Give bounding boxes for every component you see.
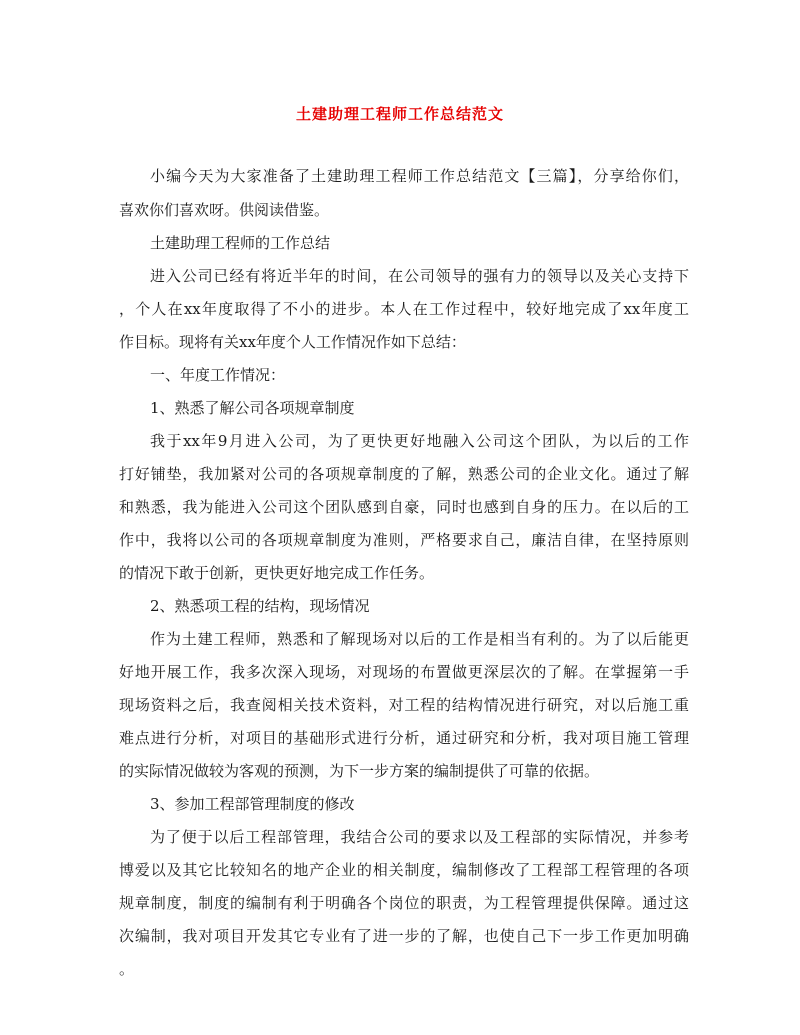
section-heading: 1、熟悉了解公司各项规章制度 bbox=[150, 399, 355, 417]
section-heading: 一、年度工作情况： bbox=[150, 366, 286, 384]
document-title: 土建助理工程师工作总结范文 bbox=[295, 105, 504, 123]
section-heading: 土建助理工程师的工作总结 bbox=[150, 234, 331, 252]
paragraph-line: 进入公司已经有将近半年的时间，在公司领导的强有力的领导以及关心支持下 bbox=[150, 267, 689, 285]
section-heading: 3、参加工程部管理制度的修改 bbox=[150, 795, 355, 813]
paragraph-line: 难点进行分析，对项目的基础形式进行分析，通过研究和分析，我对项目施工管理 bbox=[119, 729, 689, 747]
paragraph-line: 作为土建工程师，熟悉和了解现场对以后的工作是相当有利的。为了以后能更 bbox=[150, 630, 689, 648]
paragraph-line: 作中，我将以公司的各项规章制度为准则，严格要求自己，廉洁自律，在坚持原则 bbox=[119, 531, 689, 549]
paragraph-line: 规章制度，制度的编制有利于明确各个岗位的职责，为工程管理提供保障。通过这 bbox=[119, 894, 689, 912]
paragraph-line: 。 bbox=[119, 960, 135, 978]
paragraph-line: 和熟悉，我为能进入公司这个团队感到自豪，同时也感到自身的压力。在以后的工 bbox=[119, 498, 689, 516]
paragraph-line: 为了便于以后工程部管理，我结合公司的要求以及工程部的实际情况，并参考 bbox=[150, 828, 689, 846]
section-heading: 2、熟悉项工程的结构，现场情况 bbox=[150, 597, 370, 615]
paragraph-line: 喜欢你们喜欢呀。供阅读借鉴。 bbox=[119, 201, 330, 219]
paragraph-line: 博爱以及其它比较知名的地产企业的相关制度，编制修改了工程部工程管理的各项 bbox=[119, 861, 689, 879]
paragraph-line: ，个人在xx年度取得了不小的进步。本人在工作过程中，较好地完成了xx年度工 bbox=[119, 300, 689, 318]
paragraph-line: 的实际情况做较为客观的预测，为下一步方案的编制提供了可靠的依据。 bbox=[119, 762, 600, 780]
paragraph-line: 小编今天为大家准备了土建助理工程师工作总结范文【三篇】，分享给你们， bbox=[150, 167, 689, 185]
paragraph-line: 次编制，我对项目开发其它专业有了进一步的了解，也使自己下一步工作更加明确 bbox=[119, 927, 689, 945]
paragraph-line: 打好铺垫，我加紧对公司的各项规章制度的了解，熟悉公司的企业文化。通过了解 bbox=[119, 465, 689, 483]
paragraph-line: 作目标。现将有关xx年度个人工作情况作如下总结： bbox=[119, 333, 466, 351]
paragraph-line: 的情况下敢于创新，更快更好地完成工作任务。 bbox=[119, 564, 435, 582]
paragraph-line: 我于xx年9月进入公司，为了更快更好地融入公司这个团队，为以后的工作 bbox=[150, 432, 689, 450]
paragraph-line: 现场资料之后，我查阅相关技术资料，对工程的结构情况进行研究，对以后施工重 bbox=[119, 696, 689, 714]
paragraph-line: 好地开展工作，我多次深入现场，对现场的布置做更深层次的了解。在掌握第一手 bbox=[119, 663, 689, 681]
